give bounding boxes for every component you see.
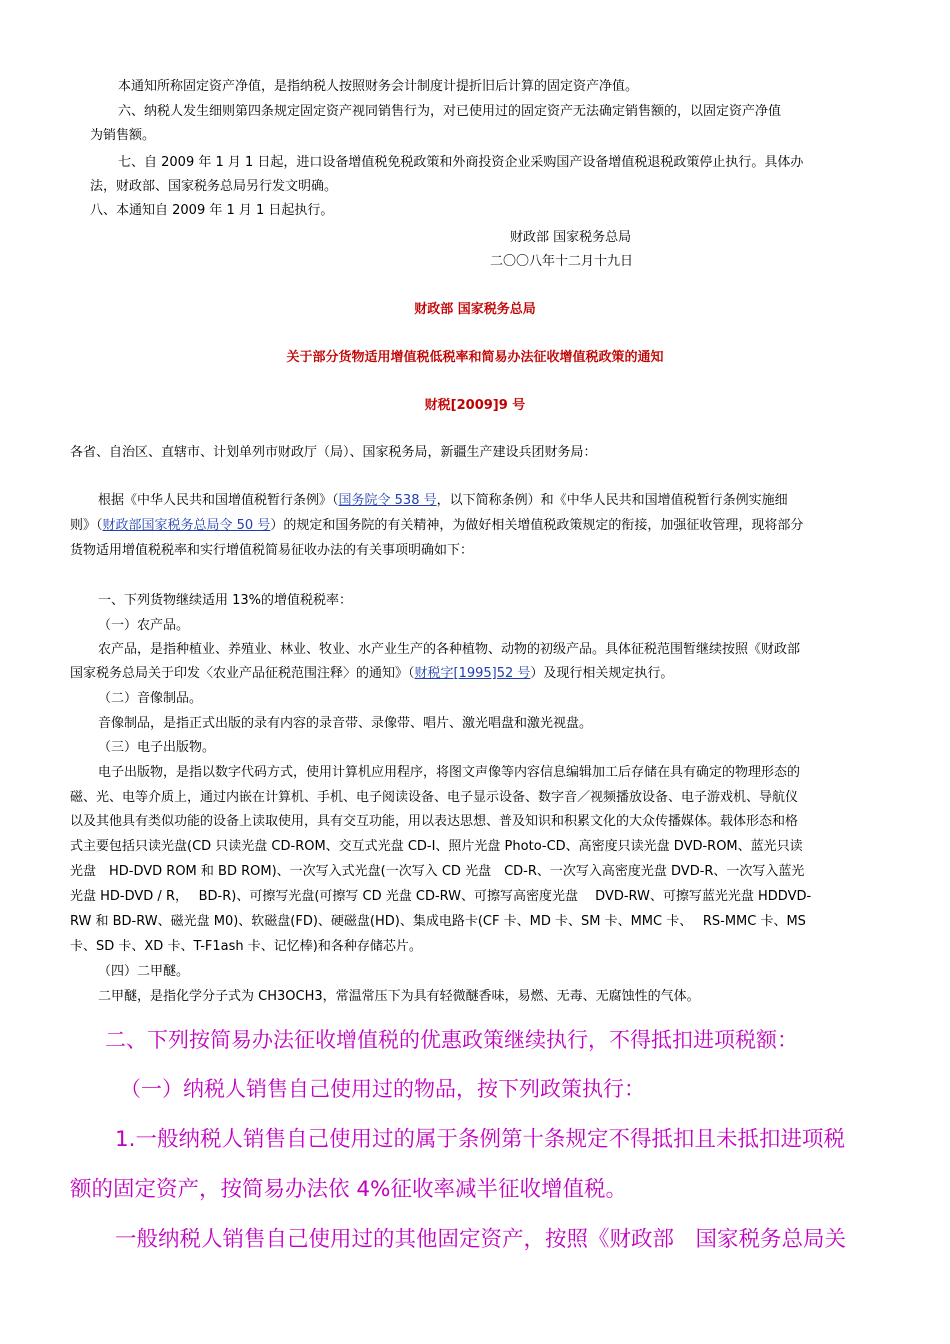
addressee: 各省、自治区、直辖市、计划单列市财政厅（局）、国家税务局，新疆生产建设兵团财务局： <box>70 445 597 460</box>
intro-line1 <box>98 489 788 513</box>
agricultural-text-line1: 农产品，是指种植业、养殖业、林业、牧业、水产业生产的各种植物、动物的初级产品。具体征税范围暂继续按照《财政部 <box>98 642 801 657</box>
subsection-dimethyl-ether: （四）二甲醚。 <box>98 964 190 979</box>
item-one-line2: 额的固定资产，按简易办法依 4%征收率减半征收增值税。 <box>70 1177 627 1202</box>
section-one-heading: 一、下列货物继续适用 13%的增值税税率： <box>98 593 353 608</box>
intro-text: 根据《中华人民共和国增值税暂行条例》（ <box>98 493 339 508</box>
mof-sat-order-link[interactable]: 财政部国家税务总局令 50 号 <box>102 518 271 533</box>
intro-text: ）的规定和国务院的有关精神，为做好相关增值税政策规定的衔接，加强征收管理，现将部分 <box>270 518 804 533</box>
electronic-text-line: 光盘 HD-DVD / R， BD-R)、可擦写光盘(可擦写 CD 光盘 CD-RW、可擦写高密度光盘 DVD-RW、可擦写蓝光光盘 HDDVD- <box>70 889 812 904</box>
paragraph-seven-line1: 七、自 2009 年 1 月 1 日起，进口设备增值税免税政策和外商投资企业采购国产设备增值税退税政策停止执行。具体办 <box>118 155 804 170</box>
signature-date: 二〇〇八年十二月十九日 <box>490 254 634 269</box>
section-two-subheading: （一）纳税人销售自己使用过的物品，按下列政策执行： <box>120 1077 645 1101</box>
subsection-agricultural: （一）农产品。 <box>98 618 190 633</box>
issuer-heading: 财政部 国家税务总局 <box>414 302 536 317</box>
notice-title: 关于部分货物适用增值税低税率和简易办法征收增值税政策的通知 <box>286 350 664 365</box>
intro-text: ，以下简称条例）和《中华人民共和国增值税暂行条例实施细 <box>436 493 788 508</box>
paragraph-six-line1: 六、纳税人发生细则第四条规定固定资产视同销售行为，对已使用过的固定资产无法确定销售额的，以固定资产净值 <box>118 104 782 119</box>
paragraph-eight: 八、本通知自 2009 年 1 月 1 日起执行。 <box>90 203 334 218</box>
agricultural-text-line2 <box>70 662 673 686</box>
intro-text: 则》（ <box>70 518 103 533</box>
document-number: 财税[2009]9 号 <box>424 398 526 413</box>
electronic-text-line: 电子出版物，是指以数字代码方式，使用计算机应用程序，将图文声像等内容信息编辑加工后存储在具有确定的物理形态的 <box>98 765 801 780</box>
item-one-line1: 1.一般纳税人销售自己使用过的属于条例第十条规定不得抵扣且未抵扣进项税 <box>115 1127 846 1152</box>
electronic-text-line: 光盘 HD-DVD ROM 和 BD ROM)、一次写入式光盘(一次写入 CD 光盘 CD-R、一次写入高密度光盘 DVD-R、一次写入蓝光 <box>70 864 805 879</box>
agricultural-text: ）及现行相关规定执行。 <box>530 666 674 681</box>
electronic-text-line: RW 和 BD-RW、磁光盘 M0)、软磁盘(FD)、硬磁盘(HD)、集成电路卡(CF 卡、MD 卡、SM 卡、MMC 卡、 RS-MMC 卡、MS <box>70 914 806 929</box>
intro-line2 <box>70 514 803 538</box>
subsection-electronic: （三）电子出版物。 <box>98 740 216 755</box>
tax-circular-1995-link[interactable]: 财税字[1995]52 号 <box>414 666 531 681</box>
subsection-audio-video: （二）音像制品。 <box>98 691 203 706</box>
section-two-heading: 二、下列按简易办法征收增值税的优惠政策继续执行，不得抵扣进项税额： <box>105 1028 798 1052</box>
agricultural-text: 国家税务总局关于印发〈农业产品征税范围注释〉的通知》（ <box>70 666 415 681</box>
state-council-order-link[interactable]: 国务院令 538 号 <box>338 493 437 508</box>
paragraph-six-line2: 为销售额。 <box>90 128 156 143</box>
paragraph-net-value: 本通知所称固定资产净值，是指纳税人按照财务会计制度计提折旧后计算的固定资产净值。 <box>118 79 639 94</box>
signature: 财政部 国家税务总局 <box>510 230 632 245</box>
paragraph-seven-line2: 法，财政部、国家税务总局另行发文明确。 <box>90 179 338 194</box>
intro-line3: 货物适用增值税税率和实行增值税简易征收办法的有关事项明确如下： <box>70 543 474 558</box>
dimethyl-ether-text: 二甲醚，是指化学分子式为 CH3OCH3，常温常压下为具有轻微醚香味，易燃、无毒、无腐蚀性的气体。 <box>98 989 700 1004</box>
audio-video-text: 音像制品，是指正式出版的录有内容的录音带、录像带、唱片、激光唱盘和激光视盘。 <box>98 716 593 731</box>
item-two-line1: 一般纳税人销售自己使用过的其他固定资产，按照《财政部 国家税务总局关 <box>115 1227 847 1252</box>
electronic-text-line: 卡、SD 卡、XD 卡、T-F1ash 卡、记忆棒)和各种存储芯片。 <box>70 939 422 954</box>
electronic-text-line: 磁、光、电等介质上，通过内嵌在计算机、手机、电子阅读设备、电子显示设备、数字音／视频播放设备、电子游戏机、导航仪 <box>70 790 799 805</box>
electronic-text-line: 式主要包括只读光盘(CD 只读光盘 CD-ROM、交互式光盘 CD-I、照片光盘 Photo-CD、高密度只读光盘 DVD-ROM、蓝光只读 <box>70 839 803 854</box>
electronic-text-line: 以及其他具有类似功能的设备上读取使用，具有交互功能，用以表达思想、普及知识和积累文化的大众传播媒体。载体形态和格 <box>70 814 799 829</box>
